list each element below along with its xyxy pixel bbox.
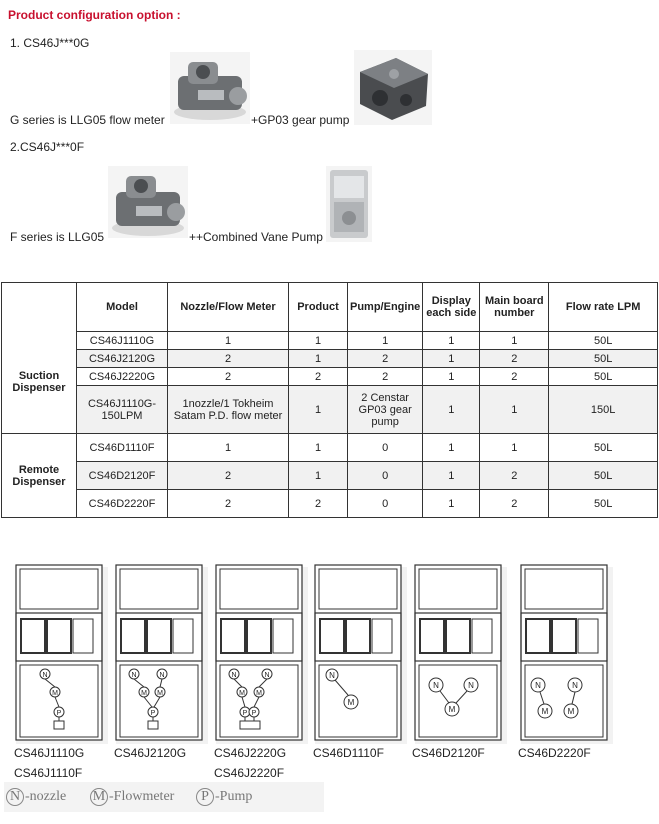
option-1-pump: +GP03 gear pump bbox=[251, 113, 350, 127]
table-cell: 1 bbox=[480, 434, 549, 462]
spec-table bbox=[1, 282, 658, 518]
table-cell: 1 bbox=[480, 332, 549, 350]
symbol-legend bbox=[4, 782, 324, 812]
col-header: Main board number bbox=[480, 283, 549, 332]
legend-nozzle: N -nozzle bbox=[6, 788, 66, 806]
table-cell: 1 bbox=[289, 462, 348, 490]
nozzle-symbol-icon: N bbox=[6, 788, 24, 806]
option-2-desc: F series is LLG05 bbox=[10, 230, 105, 244]
meter-symbol-label: M bbox=[157, 690, 163, 697]
display-window bbox=[526, 619, 550, 653]
page-heading: Product configuration option : bbox=[8, 8, 181, 22]
table-cell: 2 bbox=[480, 490, 549, 518]
display-window bbox=[173, 619, 193, 653]
table-cell: 2 bbox=[289, 368, 348, 386]
col-header: Flow rate LPM bbox=[549, 283, 658, 332]
nozzle-symbol-label: N bbox=[535, 681, 541, 690]
motor-box bbox=[54, 721, 64, 729]
table-cell: 2 bbox=[168, 462, 289, 490]
display-window bbox=[73, 619, 93, 653]
display-window bbox=[472, 619, 492, 653]
diagram-caption: CS46J2120G bbox=[114, 746, 187, 760]
display-window bbox=[221, 619, 245, 653]
diagram-caption: CS46J2220G bbox=[214, 746, 287, 760]
table-cell: 2 bbox=[348, 368, 423, 386]
table-cell: 2 bbox=[168, 368, 289, 386]
table-cell: 1 bbox=[480, 386, 549, 434]
table-cell: 1 bbox=[348, 332, 423, 350]
meter-symbol-label: M bbox=[141, 690, 147, 697]
display-window bbox=[21, 619, 45, 653]
table-cell: 1 bbox=[423, 386, 480, 434]
col-header: Nozzle/Flow Meter bbox=[168, 283, 289, 332]
table-cell: 50L bbox=[549, 332, 658, 350]
display-window bbox=[320, 619, 344, 653]
pump-symbol-label: P bbox=[56, 710, 62, 717]
meter-symbol-label: M bbox=[52, 690, 58, 697]
diagram-caption: CS46J1110F bbox=[14, 766, 83, 780]
table-cell: 1 bbox=[423, 434, 480, 462]
table-cell: 1 bbox=[289, 350, 348, 368]
option-1-desc: G series is LLG05 flow meter bbox=[10, 113, 165, 127]
display-window bbox=[446, 619, 470, 653]
table-cell: 1 bbox=[168, 434, 289, 462]
table-cell: 2 bbox=[168, 350, 289, 368]
col-header: Pump/Engine bbox=[348, 283, 423, 332]
table-cell: CS46J1110G-150LPM bbox=[77, 386, 168, 434]
col-header: Model bbox=[77, 283, 168, 332]
table-cell: 150L bbox=[549, 386, 658, 434]
meter-symbol-label: M bbox=[567, 707, 575, 716]
table-cell: 50L bbox=[549, 350, 658, 368]
display-window bbox=[420, 619, 444, 653]
table-cell: 1 bbox=[168, 332, 289, 350]
table-cell: CS46J1110G bbox=[77, 332, 168, 350]
meter-symbol-label: M bbox=[448, 705, 456, 714]
table-cell: CS46D1110F bbox=[77, 434, 168, 462]
diagram-caption: CS46D1110F bbox=[313, 746, 384, 760]
table-cell: CS46D2220F bbox=[77, 490, 168, 518]
gear-pump-photo bbox=[354, 50, 432, 125]
dispenser-diagrams bbox=[0, 555, 659, 745]
nozzle-symbol-label: N bbox=[264, 672, 270, 679]
table-cell: 1 bbox=[423, 462, 480, 490]
nozzle-symbol-label: N bbox=[131, 672, 137, 679]
display-window bbox=[372, 619, 392, 653]
table-cell: 2 Censtar GP03 gear pump bbox=[348, 386, 423, 434]
meter-symbol-label: M bbox=[347, 698, 355, 707]
table-cell: 2 bbox=[168, 490, 289, 518]
display-window bbox=[578, 619, 598, 653]
pump-symbol-label: P bbox=[251, 710, 257, 717]
option-2-title: 2.CS46J***0F bbox=[10, 140, 85, 154]
nozzle-symbol-label: N bbox=[231, 672, 237, 679]
table-cell: 2 bbox=[480, 368, 549, 386]
table-cell: 1 bbox=[423, 368, 480, 386]
display-window bbox=[121, 619, 145, 653]
meter-symbol-label: M bbox=[256, 690, 262, 697]
table-cell: 1nozzle/1 Tokheim Satam P.D. flow meter bbox=[168, 386, 289, 434]
table-cell: 50L bbox=[549, 462, 658, 490]
table-cell: CS46J2220G bbox=[77, 368, 168, 386]
diagram-caption: CS46J1110G bbox=[14, 746, 85, 760]
flow-meter-photo-2 bbox=[108, 166, 188, 238]
table-cell: 1 bbox=[423, 332, 480, 350]
col-header: Product bbox=[289, 283, 348, 332]
table-cell: 50L bbox=[549, 490, 658, 518]
nozzle-symbol-label: N bbox=[468, 681, 474, 690]
table-cell: 1 bbox=[289, 332, 348, 350]
display-window bbox=[47, 619, 71, 653]
display-window bbox=[247, 619, 271, 653]
table-cell: 0 bbox=[348, 434, 423, 462]
display-window bbox=[147, 619, 171, 653]
group-label: Suction Dispenser bbox=[2, 332, 77, 434]
table-cell: 2 bbox=[348, 350, 423, 368]
pump-symbol-label: P bbox=[150, 710, 156, 717]
display-window bbox=[552, 619, 576, 653]
table-cell: 50L bbox=[549, 368, 658, 386]
pump-symbol-icon: P bbox=[196, 788, 214, 806]
table-cell: 1 bbox=[423, 350, 480, 368]
nozzle-symbol-label: N bbox=[42, 672, 48, 679]
vane-pump-photo bbox=[326, 166, 372, 242]
meter-symbol-label: M bbox=[541, 707, 549, 716]
diagram-caption: CS46J2220F bbox=[214, 766, 285, 780]
table-cell: 0 bbox=[348, 490, 423, 518]
flowmeter-symbol-icon: M bbox=[90, 788, 108, 806]
col-header: Display each side bbox=[423, 283, 480, 332]
legend-flowmeter: M -Flowmeter bbox=[90, 788, 174, 806]
table-cell: 50L bbox=[549, 434, 658, 462]
display-window bbox=[273, 619, 293, 653]
table-cell: CS46D2120F bbox=[77, 462, 168, 490]
motor-box bbox=[148, 721, 158, 729]
legend-pump: P -Pump bbox=[196, 788, 252, 806]
table-cell: 1 bbox=[289, 386, 348, 434]
table-cell: CS46J2120G bbox=[77, 350, 168, 368]
diagram-caption: CS46D2220F bbox=[518, 746, 591, 760]
table-cell: 1 bbox=[289, 434, 348, 462]
diagram-caption: CS46D2120F bbox=[412, 746, 485, 760]
nozzle-symbol-label: N bbox=[433, 681, 439, 690]
table-cell: 0 bbox=[348, 462, 423, 490]
display-window bbox=[346, 619, 370, 653]
nozzle-symbol-label: N bbox=[572, 681, 578, 690]
nozzle-symbol-label: N bbox=[159, 672, 165, 679]
option-2-pump: ++Combined Vane Pump bbox=[189, 230, 323, 244]
option-1-title: 1. CS46J***0G bbox=[10, 36, 90, 50]
nozzle-symbol-label: N bbox=[329, 671, 335, 680]
corner-cell bbox=[2, 283, 77, 332]
group-label: Remote Dispenser bbox=[2, 434, 77, 518]
table-cell: 2 bbox=[289, 490, 348, 518]
pump-symbol-label: P bbox=[242, 710, 248, 717]
table-cell: 2 bbox=[480, 462, 549, 490]
meter-symbol-label: M bbox=[239, 690, 245, 697]
table-cell: 1 bbox=[423, 490, 480, 518]
table-cell: 2 bbox=[480, 350, 549, 368]
motor-box bbox=[240, 721, 260, 729]
flow-meter-photo bbox=[170, 52, 250, 124]
